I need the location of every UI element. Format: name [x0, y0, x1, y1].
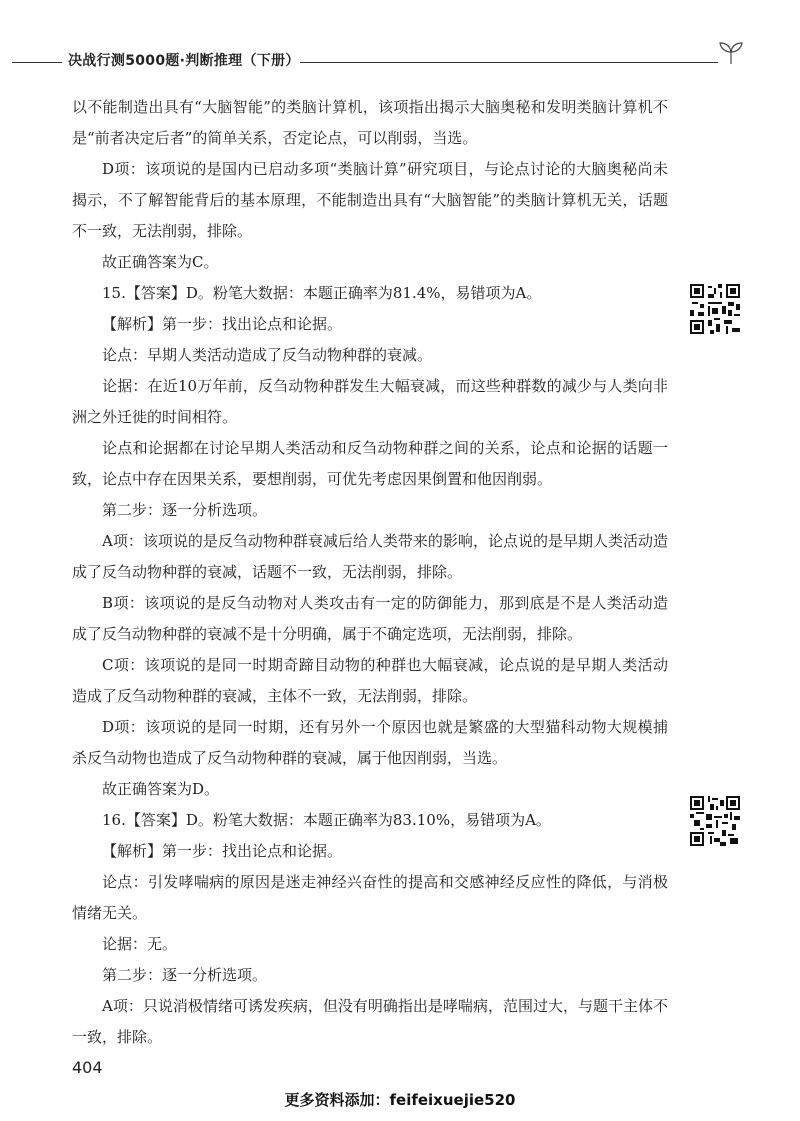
header-rule-left: [12, 62, 62, 63]
paragraph-q15-option-b: B项：该项说的是反刍动物对人类攻击有一定的防御能力，那到底是不是人类活动造成了反刍动物种群的衰减不是十分明确，属于不确定选项，无法削弱，排除。: [72, 594, 668, 643]
paragraph-answer-q15: 故正确答案为D。: [102, 780, 220, 798]
paragraph-q15-thesis: 论点：早期人类活动造成了反刍动物种群的衰减。: [102, 346, 433, 364]
page-number: 404: [72, 1058, 103, 1077]
running-header: [0, 48, 800, 74]
paragraph-q16-thesis: 论点：引发哮喘病的原因是迷走神经兴奋性的提高和交感神经反应性的降低，与消极情绪无关。: [72, 873, 668, 922]
header-title: 决战行测5000题·判断推理（下册）: [68, 53, 300, 69]
paragraph-q16-evidence: 论据：无。: [102, 935, 178, 953]
paragraph-q15-step2: 第二步：逐一分析选项。: [102, 501, 268, 519]
sprout-icon: [716, 38, 746, 66]
paragraph-q15-answer: 15.【答案】D。粉笔大数据：本题正确率为81.4%，易错项为A。: [102, 284, 542, 302]
qr-code-icon[interactable]: [690, 284, 740, 334]
paragraph-q15-option-d: D项：该项说的是同一时期，还有另外一个原因也就是繁盛的大型猫科动物大规模捕杀反刍动物也造成了反刍动物种群的衰减，属于他因削弱，当选。: [72, 718, 668, 767]
footer-contact-note: 更多资料添加：feifeixuejie520: [284, 1091, 516, 1109]
answer-explanation-body: [72, 92, 668, 1053]
header-rule-right: [300, 62, 718, 63]
paragraph-q15-option-a: A项：该项说的是反刍动物种群衰减后给人类带来的影响，论点说的是早期人类活动造成了反刍动物种群的衰减，话题不一致，无法削弱，排除。: [72, 532, 668, 581]
paragraph-q15-relation: 论点和论据都在讨论早期人类活动和反刍动物种群之间的关系，论点和论据的话题一致，论点中存在因果关系，要想削弱，可优先考虑因果倒置和他因削弱。: [72, 439, 668, 488]
paragraph-q15-option-c: C项：该项说的是同一时期奇蹄目动物的种群也大幅衰减，论点说的是早期人类活动造成了反刍动物种群的衰减，主体不一致，无法削弱，排除。: [72, 656, 668, 705]
paragraph-q15-analysis-step1: 【解析】第一步：找出论点和论据。: [102, 315, 343, 333]
paragraph-q16-answer: 16.【答案】D。粉笔大数据：本题正确率为83.10%，易错项为A。: [102, 811, 551, 829]
paragraph-q15-evidence: 论据：在近10万年前，反刍动物种群发生大幅衰减，而这些种群数的减少与人类向非洲之外迁徙的时间相符。: [72, 377, 668, 426]
paragraph-answer-q14: 故正确答案为C。: [102, 253, 219, 271]
qr-code-icon[interactable]: [690, 796, 740, 846]
paragraph-c-continuation: 以不能制造出具有“大脑智能”的类脑计算机，该项指出揭示大脑奥秘和发明类脑计算机不是“前者决定后者”的简单关系，否定论点，可以削弱，当选。: [72, 98, 668, 147]
paragraph-q16-option-a: A项：只说消极情绪可诱发疾病，但没有明确指出是哮喘病，范围过大，与题干主体不一致，排除。: [72, 997, 668, 1046]
paragraph-q16-step2: 第二步：逐一分析选项。: [102, 966, 268, 984]
paragraph-q16-analysis-step1: 【解析】第一步：找出论点和论据。: [102, 842, 343, 860]
paragraph-option-d-q14: D项：该项说的是国内已启动多项“类脑计算”研究项目，与论点讨论的大脑奥秘尚未揭示，不了解智能背后的基本原理，不能制造出具有“大脑智能”的类脑计算机无关，话题不一致，无法削弱，排除。: [72, 160, 668, 240]
